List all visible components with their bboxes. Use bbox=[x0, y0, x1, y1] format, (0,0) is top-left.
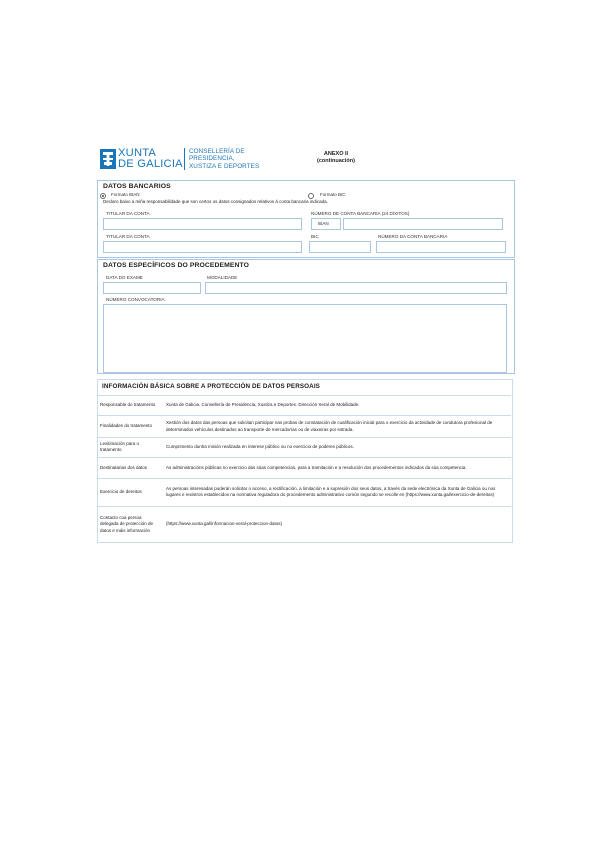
table-row bbox=[97, 396, 511, 416]
call-number-label: NÚMERO CONVOCATORIA bbox=[106, 297, 165, 302]
row-value: Xunta de Galicia. Consellería de Presidencia, Xustiza e Deportes. Dirección Xeral de Mobilidade. bbox=[163, 396, 511, 416]
account2-input[interactable] bbox=[376, 241, 506, 253]
row-value: As persoas interesadas poderán solicitar o acceso, a rectificación, a limitación e a supresión dos seus datos, a través da sede electrónica da Xunta de Galicia ou nos lugares e rexistros establecidos na normativa reguladora do procedemento administrativo común segundo se recolle en (https://www.xunta.gal/exercicio-de-dereitos) bbox=[163, 478, 511, 506]
iban-prefix: IBAN bbox=[318, 221, 329, 226]
row-key: Exercicio de dereitos bbox=[97, 478, 163, 506]
table-row bbox=[97, 457, 511, 478]
row-value: Cumprimento dunha misión realizada en interese público ou no exercicio de poderes públicos. bbox=[163, 438, 511, 458]
logo-line-2: DE GALICIA bbox=[118, 158, 183, 170]
xunta-logo-text bbox=[118, 148, 183, 170]
procedure-section-title: DATOS ESPECÍFICOS DO PROCEDEMENTO bbox=[103, 262, 250, 269]
row-key: Destinatarias dos datos bbox=[97, 457, 163, 478]
row-key: Contacto coa persoa delegada de protección de datos e máis información bbox=[97, 506, 163, 542]
row-key: Responsable do tratamento bbox=[97, 396, 163, 416]
xunta-flag-icon bbox=[100, 149, 116, 169]
account-number-input[interactable] bbox=[343, 218, 503, 230]
call-number-textarea[interactable] bbox=[103, 304, 507, 373]
annex-subtitle: (continuación) bbox=[317, 158, 355, 164]
annex-title bbox=[316, 151, 356, 165]
row-value: As administracións públicas no exercicio das súas competencias, para a tramitación e a resolución dos procedementos indicados da súa competencia. bbox=[163, 457, 511, 478]
table-row bbox=[97, 506, 511, 542]
table-row bbox=[97, 438, 511, 458]
bic-input[interactable] bbox=[309, 241, 371, 253]
logo-line-1: XUNTA bbox=[118, 147, 157, 159]
account-label: NÚMERO DE CONTA BANCARIA (24 DÍXITOS) bbox=[311, 211, 410, 216]
dept-line-1: CONSELLERÍA DE bbox=[189, 148, 245, 155]
radio-iban-label: Formato IBAN bbox=[111, 192, 140, 197]
bic-label: BIC bbox=[311, 234, 319, 239]
row-key: Lexitimación para o tratamento bbox=[97, 438, 163, 458]
dept-line-3: XUSTIZA E DEPORTES bbox=[189, 162, 260, 170]
row-value: Xestión dos datos das persoas que solicitan participar nas probas de constatación de cualificación inicial para o exercicio da actividade de condutora profesional de determinados vehículos destinados ao transporte de mercadorías ou de viaxeiras por estrada. bbox=[163, 416, 511, 438]
modality-input[interactable] bbox=[205, 282, 507, 294]
holder2-label: TITULAR DA CONTA bbox=[106, 234, 150, 239]
table-row bbox=[97, 416, 511, 438]
table-row bbox=[97, 478, 511, 506]
bank-section-title: DATOS BANCARIOS bbox=[103, 183, 171, 190]
exam-date-label: DATA DO EXAME bbox=[106, 275, 143, 280]
logo-separator bbox=[184, 148, 185, 170]
dept-line-2: PRESIDENCIA, bbox=[189, 155, 235, 163]
modality-label: MODALIDADE bbox=[207, 275, 238, 280]
annex-title-text: ANEXO II bbox=[323, 151, 349, 157]
holder-label: TITULAR DA CONTA bbox=[106, 211, 150, 216]
bank-declaration: Declaro baixo a miña responsabilidade que son certos os datos consignados relativos á conta bancaria indicada. bbox=[103, 199, 328, 204]
account2-label: NÚMERO DA CONTA BANCARIA bbox=[378, 234, 448, 239]
exam-date-input[interactable] bbox=[103, 282, 201, 294]
privacy-table bbox=[97, 395, 511, 542]
row-value: (https://www.xunta.gal/informacion-xeral-proteccion-datos) bbox=[163, 506, 511, 542]
radio-bic-label: Formato BIC bbox=[320, 192, 346, 197]
holder-input[interactable] bbox=[103, 218, 302, 230]
privacy-section-title: INFORMACIÓN BÁSICA SOBRE A PROTECCIÓN DE DATOS PERSOAIS bbox=[102, 383, 320, 390]
department-name bbox=[189, 148, 259, 170]
row-key: Finalidades do tratamento bbox=[97, 416, 163, 438]
holder2-input[interactable] bbox=[103, 241, 302, 253]
